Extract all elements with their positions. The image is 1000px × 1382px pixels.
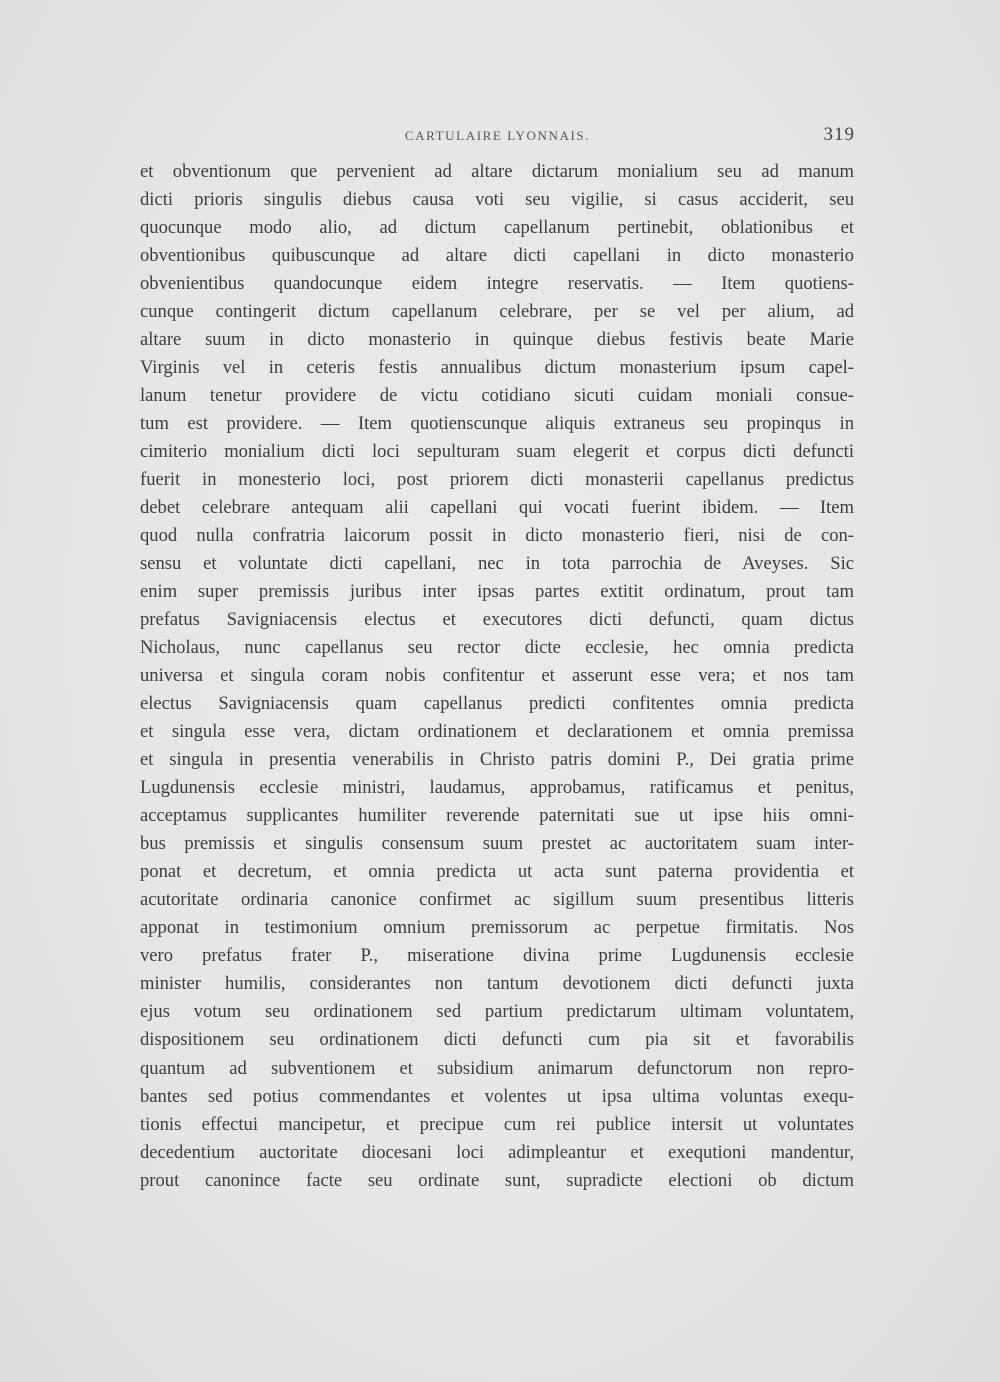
text-line: dispositionem seu ordinationem dicti defuncti cum pia sit et favorabilis <box>140 1029 854 1051</box>
text-line: enim super premissis juribus inter ipsas partes extitit ordinatum, prout tam <box>140 581 854 603</box>
text-line: debet celebrare antequam alii capellani qui vocati fuerint ibidem. — Item <box>140 497 854 519</box>
text-line: vero prefatus frater P., miseratione divina prime Lugdunensis ecclesie <box>140 945 854 967</box>
text-line: et singula in presentia venerabilis in Christo patris domini P., Dei gratia prime <box>140 749 854 771</box>
text-line: acceptamus supplicantes humiliter reverende paternitati sue ut ipse hiis omni- <box>140 805 854 827</box>
text-line: et singula esse vera, dictam ordinationem et declarationem et omnia premissa <box>140 721 854 743</box>
text-line: decedentium auctoritate diocesani loci adimpleantur et exequtioni mandentur, <box>140 1141 854 1163</box>
text-line: sensu et voluntate dicti capellani, nec in tota parrochia de Aveyses. Sic <box>140 553 854 575</box>
text-line: fuerit in monesterio loci, post priorem dicti monasterii capellanus predictus <box>140 469 854 491</box>
text-line: Nicholaus, nunc capellanus seu rector dicte ecclesie, hec omnia predicta <box>140 637 854 659</box>
text-line: cunque contingerit dictum capellanum celebrare, per se vel per alium, ad <box>140 301 854 323</box>
text-line: quantum ad subventionem et subsidium animarum defunctorum non repro- <box>140 1057 854 1079</box>
text-line: ejus votum seu ordinationem sed partium predictarum ultimam voluntatem, <box>140 1001 854 1023</box>
running-head: CARTULAIRE LYONNAIS. <box>404 128 591 143</box>
text-line: minister humilis, considerantes non tantum devotionem dicti defuncti juxta <box>140 973 854 995</box>
text-line: obventionibus quibuscunque ad altare dicti capellani in dicto monasterio <box>140 245 854 267</box>
text-line: cimiterio monialium dicti loci sepulturam suam elegerit et corpus dicti defuncti <box>140 441 854 463</box>
text-line: electus Savigniacensis quam capellanus predicti confitentes omnia predicta <box>140 693 854 715</box>
text-line: obvenientibus quandocunque eidem integre reservatis. — Item quotiens- <box>140 273 854 295</box>
text-line: Lugdunensis ecclesie ministri, laudamus, approbamus, ratificamus et penitus, <box>140 777 854 799</box>
text-line: bus premissis et singulis consensum suum prestet ac auctoritatem suam inter- <box>140 833 854 855</box>
text-line: ponat et decretum, et omnia predicta ut acta sunt paterna providentia et <box>140 861 854 883</box>
text-line: lanum tenetur providere de victu cotidiano sicuti cuidam moniali consue- <box>140 385 854 407</box>
text-line: bantes sed potius commendantes et volentes ut ipsa ultima voluntas exequ- <box>140 1085 854 1107</box>
body-text <box>140 158 854 1195</box>
text-line: tum est providere. — Item quotienscunque aliquis extraneus seu propinqus in <box>140 413 854 435</box>
text-line: quod nulla confratria laicorum possit in dicto monasterio fieri, nisi de con- <box>140 525 854 547</box>
text-line: dicti prioris singulis diebus causa voti seu vigilie, si casus acciderit, seu <box>140 189 854 211</box>
text-line: altare suum in dicto monasterio in quinque diebus festivis beate Marie <box>140 329 854 351</box>
text-line: Virginis vel in ceteris festis annualibus dictum monasterium ipsum capel- <box>140 357 854 379</box>
page-header <box>140 124 855 150</box>
text-line: apponat in testimonium omnium premissorum ac perpetue firmitatis. Nos <box>140 917 854 939</box>
text-line: et obventionum que pervenient ad altare dictarum monialium seu ad manum <box>140 161 854 182</box>
text-line: tionis effectui mancipetur, et precipue cum rei publice intersit ut voluntates <box>140 1113 854 1135</box>
text-line: prout canonince facte seu ordinate sunt, supradicte electioni ob dictum <box>140 1169 854 1191</box>
text-line: prefatus Savigniacensis electus et executores dicti defuncti, quam dictus <box>140 609 854 631</box>
text-line: acutoritate ordinaria canonice confirmet ac sigillum suum presentibus litteris <box>140 889 854 911</box>
page-number: 319 <box>823 124 855 145</box>
text-line: quocunque modo alio, ad dictum capellanum pertinebit, oblationibus et <box>140 217 854 239</box>
text-line: universa et singula coram nobis confitentur et asserunt esse vera; et nos tam <box>140 665 854 687</box>
